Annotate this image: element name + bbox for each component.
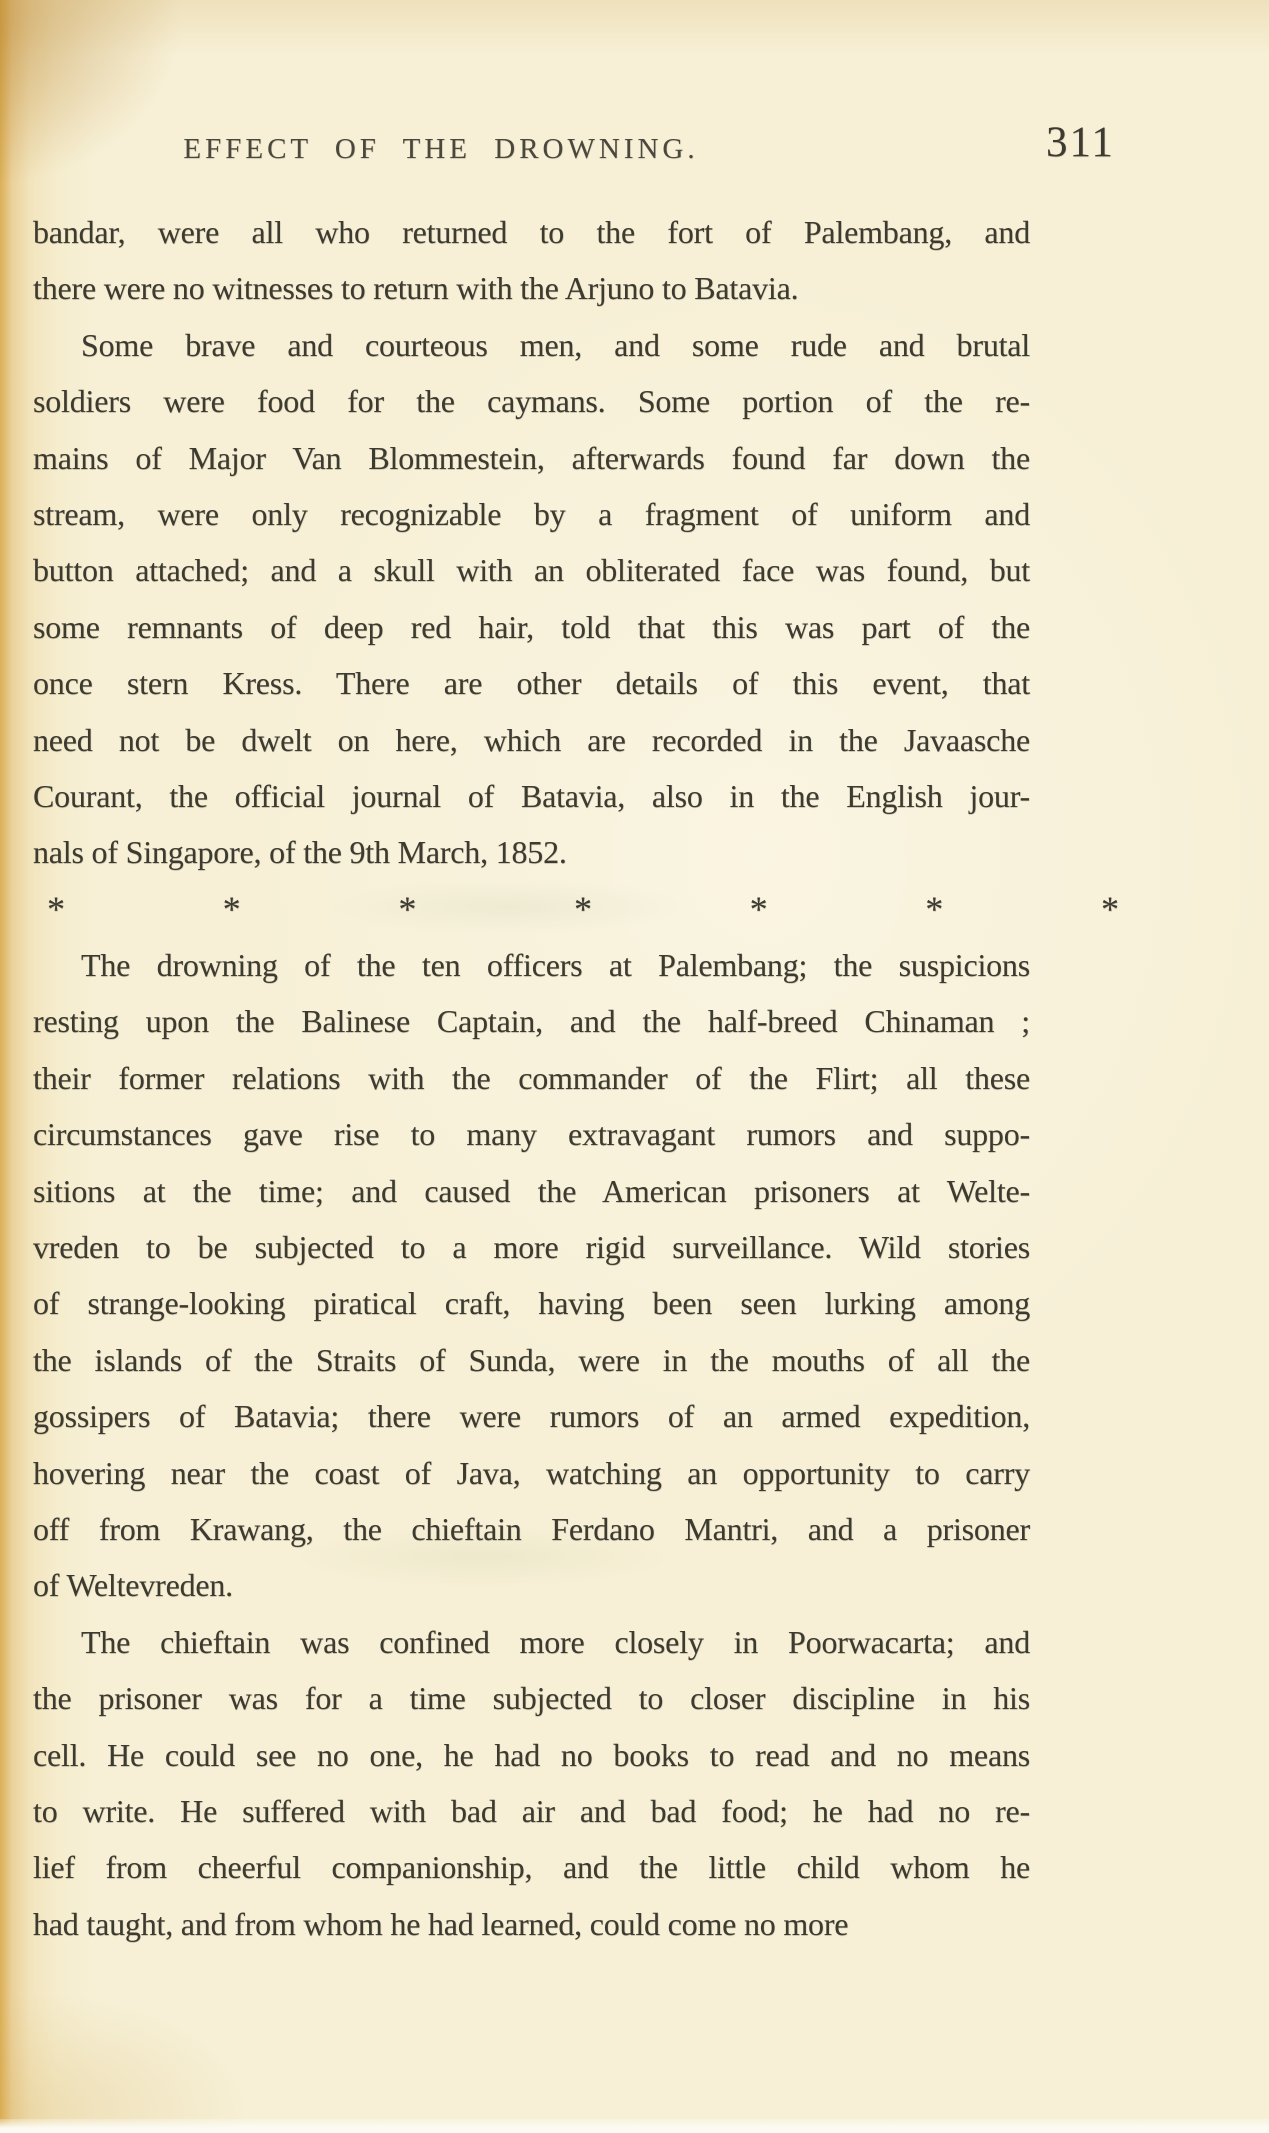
text-line: of strange-looking piratical craft, having been seen lurking among <box>33 1285 1030 1322</box>
asterisk-separator <box>47 881 1119 937</box>
text-line: Courant, the official journal of Batavia, also in the English jour- <box>33 777 1030 814</box>
text-line: cell. He could see no one, he had no books to read and no means <box>33 1736 1030 1773</box>
page-title: EFFECT OF THE DROWNING. <box>183 133 699 165</box>
text-line: need not be dwelt on here, which are recorded in the Javaasche <box>33 721 1030 758</box>
text-line: lief from cheerful companionship, and the little child whom he <box>33 1849 1030 1886</box>
asterisk: * <box>398 888 417 929</box>
text-line: of Weltevreden. <box>33 1567 233 1604</box>
text-line: The drowning of the ten officers at Palembang; the suspicions <box>81 947 1030 984</box>
text-line: vreden to be subjected to a more rigid surveillance. Wild stories <box>33 1229 1030 1266</box>
text-line: once stern Kress. There are other details of this event, that <box>33 665 1030 702</box>
text-line: the islands of the Straits of Sunda, were in the mouths of all the <box>33 1341 1030 1378</box>
text-line: button attached; and a skull with an obliterated face was found, but <box>33 552 1030 589</box>
text-line: there were no witnesses to return with the Arjuno to Batavia. <box>33 270 799 307</box>
page-number: 311 <box>1046 119 1115 166</box>
text-line: off from Krawang, the chieftain Ferdano Mantri, and a prisoner <box>33 1510 1030 1547</box>
text-line: bandar, were all who returned to the fort of Palembang, and <box>33 214 1030 250</box>
text-line: nals of Singapore, of the 9th March, 1852. <box>33 834 567 871</box>
text-line: their former relations with the commander of the Flirt; all these <box>33 1059 1030 1096</box>
text-line: The chieftain was confined more closely in Poorwacarta; and <box>81 1623 1030 1660</box>
text-line: Some brave and courteous men, and some rude and brutal <box>81 326 1030 363</box>
text-line: sitions at the time; and caused the American prisoners at Welte- <box>33 1172 1030 1209</box>
text-line: circumstances gave rise to many extravagant rumors and suppo- <box>33 1116 1030 1153</box>
scan-bottom-edge <box>0 2119 1269 2133</box>
asterisk: * <box>1100 888 1119 929</box>
running-header <box>0 0 1269 200</box>
text-line: stream, were only recognizable by a fragment of uniform and <box>33 495 1030 532</box>
body-text <box>33 204 1119 1952</box>
asterisk: * <box>749 888 768 929</box>
asterisk: * <box>573 888 592 929</box>
text-line: to write. He suffered with bad air and bad food; he had no re- <box>33 1792 1030 1829</box>
text-line: hovering near the coast of Java, watching an opportunity to carry <box>33 1454 1030 1491</box>
asterisk: * <box>47 888 65 929</box>
text-line: gossipers of Batavia; there were rumors of an armed expedition, <box>33 1398 1030 1435</box>
text-line: resting upon the Balinese Captain, and the half-breed Chinaman ; <box>33 1003 1030 1040</box>
text-line: mains of Major Van Blommestein, afterwards found far down the <box>33 439 1030 476</box>
asterisk: * <box>222 888 241 929</box>
text-line: some remnants of deep red hair, told that this was part of the <box>33 608 1030 645</box>
text-line: had taught, and from whom he had learned, could come no more <box>33 1905 849 1942</box>
text-line: the prisoner was for a time subjected to closer discipline in his <box>33 1680 1030 1717</box>
text-line: soldiers were food for the caymans. Some portion of the re- <box>33 383 1030 420</box>
asterisk: * <box>925 888 944 929</box>
